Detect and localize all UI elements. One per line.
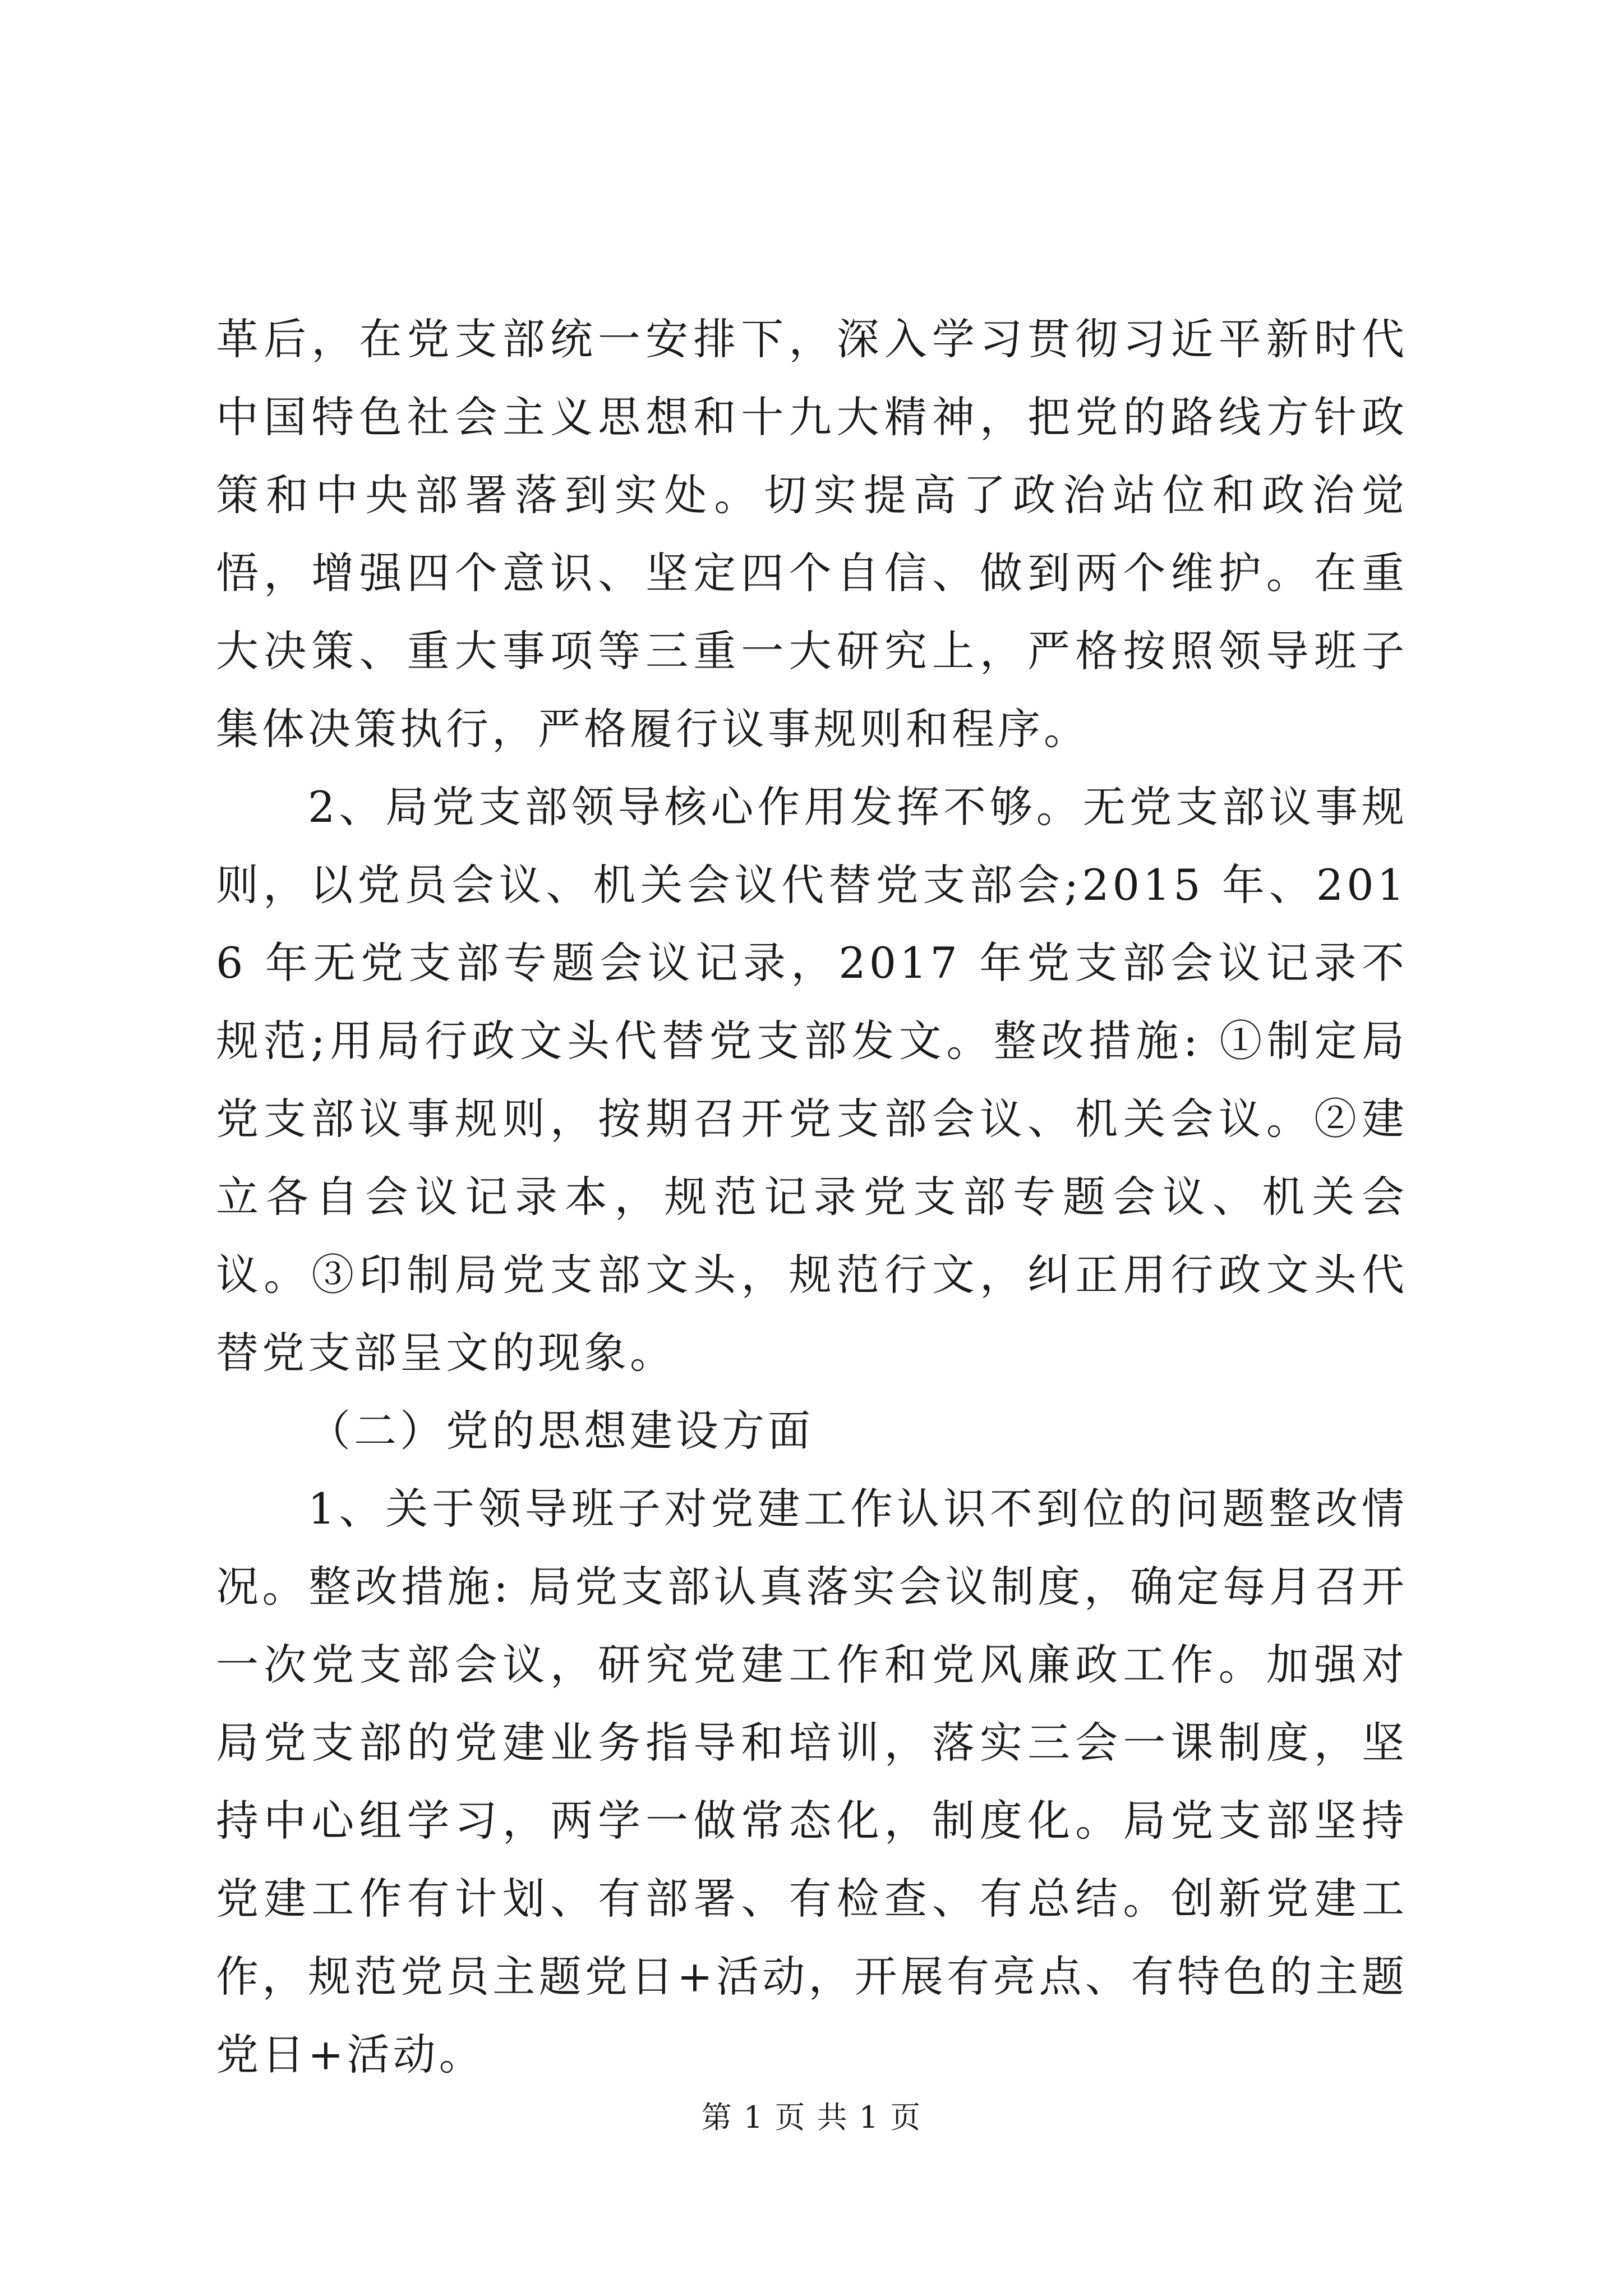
paragraph-item-2: 2、局党支部领导核心作用发挥不够。无党支部议事规则，以党员会议、机关会议代替党支部会;2015 年、2016 年无党支部专题会议记录，2017 年党支部会议记录不规范;用局行政文头代替党支部发文。整改措施: ①制定局党支部议事规则，按期召开党支部会议、机关会议。②建立各自会议记录本，规范记录党支部专题会议、机关会议。③印制局党支部文头，规范行文，纠正用行政文头代替党支部呈文的现象。 xyxy=(216,782,1408,1378)
page-footer: 第 1 页 共 1 页 xyxy=(701,2100,922,2135)
section-heading: （二）党的思想建设方面 xyxy=(308,1406,814,1456)
paragraph-item-1: 1、关于领导班子对党建工作认识不到位的问题整改情况。整改措施: 局党支部认真落实会议制度，确定每月召开一次党支部会议，研究党建工作和党风廉政工作。加强对局党支部的党建业务指导和培训，落实三会一课制度，坚持中心组学习，两学一做常态化，制度化。局党支部坚持党建工作有计划、有部署、有检查、有总结。创新党建工作，规范党员主题党日+活动，开展有亮点、有特色的主题党日+活动。 xyxy=(216,1484,1408,2079)
document-body xyxy=(216,300,1408,2093)
paragraph-continuation: 革后，在党支部统一安排下，深入学习贯彻习近平新时代中国特色社会主义思想和十九大精神，把党的路线方针政策和中央部署落到实处。切实提高了政治站位和政治觉悟，增强四个意识、坚定四个自信、做到两个维护。在重大决策、重大事项等三重一大研究上，严格按照领导班子集体决策执行，严格履行议事规则和程序。 xyxy=(216,314,1408,754)
